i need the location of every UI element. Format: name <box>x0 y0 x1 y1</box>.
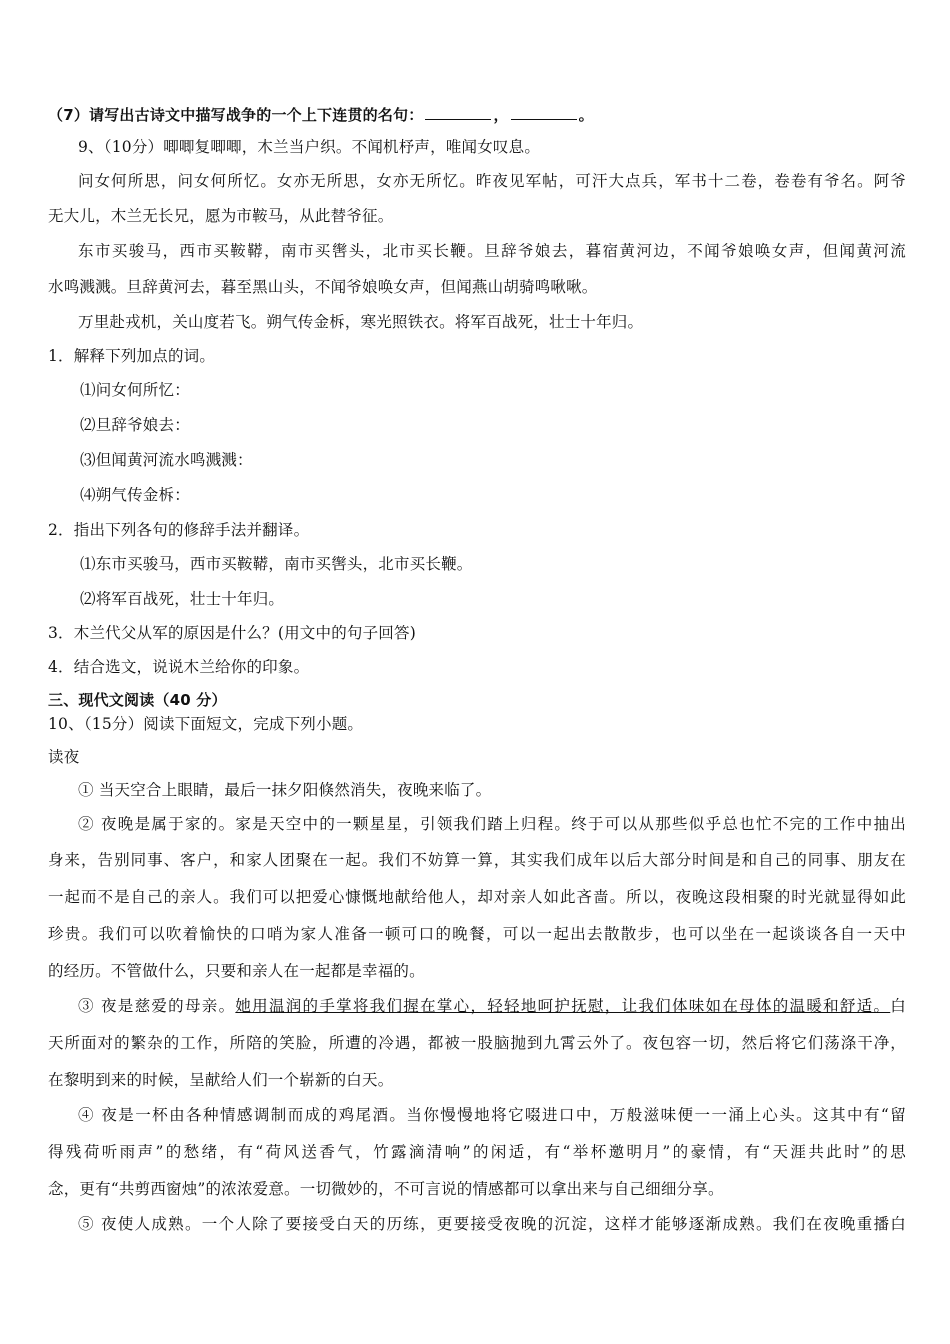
essay-paragraph: ④ 夜是一杯由各种情感调制而成的鸡尾酒。当你慢慢地将它啜进口中，万般滋味便一一涌上心头。这其中有“留 <box>78 1106 906 1124</box>
essay-paragraph: ③ 夜是慈爱的母亲。她用温润的手掌将我们握在掌心，轻轻地呵护抚慰，让我们体味如在母体的温暖和舒适。白 <box>78 997 906 1015</box>
question-10-header: 10、（15分）阅读下面短文，完成下列小题。 <box>48 715 364 733</box>
poem-paragraph: 水鸣溅溅。旦辞黄河去，暮至黑山头，不闻爷娘唤女声，但闻燕山胡骑鸣啾啾。 <box>48 278 598 296</box>
subquestion-1-item: ⑶但闻黄河流水鸣溅溅： <box>80 451 253 469</box>
subquestion-2: 2．指出下列各句的修辞手法并翻译。 <box>48 521 310 539</box>
question-9-header: 9、（10分）唧唧复唧唧，木兰当户织。不闻机杼声，唯闻女叹息。 <box>78 138 541 156</box>
essay-paragraph: 的经历。不管做什么，只要和亲人在一起都是幸福的。 <box>48 962 425 980</box>
essay-paragraph: ⑤ 夜使人成熟。一个人除了要接受白天的历练，更要接受夜晚的沉淀，这样才能够逐渐成熟。我们在夜晚重播白 <box>78 1215 906 1233</box>
essay-paragraph: 念，更有“共剪西窗烛”的浓浓爱意。一切微妙的，不可言说的情感都可以拿出来与自己细细分享。 <box>48 1180 724 1198</box>
essay-paragraph: 在黎明到来的时候，呈献给人们一个崭新的白天。 <box>48 1071 394 1089</box>
essay-title: 读夜 <box>48 748 80 766</box>
poem-paragraph: 问女何所思，问女何所忆。女亦无所思，女亦无所忆。昨夜见军帖，可汗大点兵，军书十二卷，卷卷有爷名。阿爷 <box>78 172 906 190</box>
essay-paragraph: ② 夜晚是属于家的。家是天空中的一颗星星，引领我们踏上归程。终于可以从那些似乎总也忙不完的工作中抽出 <box>78 815 906 833</box>
poem-paragraph: 东市买骏马，西市买鞍鞯，南市买辔头，北市买长鞭。旦辞爷娘去，暮宿黄河边，不闻爷娘唤女声，但闻黄河流 <box>78 242 906 260</box>
essay-paragraph: 珍贵。我们可以吹着愉快的口哨为家人准备一顿可口的晚餐，可以一起出去散散步，也可以坐在一起谈谈各自一天中 <box>48 925 906 943</box>
poem-paragraph: 万里赴戎机，关山度若飞。朔气传金柝，寒光照铁衣。将军百战死，壮士十年归。 <box>78 313 644 331</box>
subquestion-1-item: ⑵旦辞爷娘去： <box>80 416 190 434</box>
essay-paragraph: 得残荷听雨声”的愁绪，有“荷风送香气，竹露滴清响”的闲适，有“举杯邀明月”的豪情，有“天涯共此时”的思 <box>48 1143 906 1161</box>
essay-paragraph: 一起而不是自己的亲人。我们可以把爱心慷慨地献给他人，却对亲人如此吝啬。所以，夜晚这段相聚的时光就显得如此 <box>48 888 906 906</box>
poem-paragraph: 无大儿，木兰无长兄，愿为市鞍马，从此替爷征。 <box>48 207 394 225</box>
subquestion-4: 4．结合选文，说说木兰给你的印象。 <box>48 658 310 676</box>
section-3-title: 三、现代文阅读（40 分） <box>48 691 227 709</box>
essay-paragraph: 身来，告别同事、客户，和家人团聚在一起。我们不妨算一算，其实我们成年以后大部分时间是和自己的同事、朋友在 <box>48 851 906 869</box>
answer-blank-1[interactable] <box>425 104 491 120</box>
subquestion-1: 1．解释下列加点的词。 <box>48 347 216 365</box>
subquestion-1-item: ⑷朔气传金柝： <box>80 486 190 504</box>
question-7-text: （7）请写出古诗文中描写战争的一个上下连贯的名句： <box>48 106 424 124</box>
subquestion-1-item: ⑴问女何所忆： <box>80 381 190 399</box>
subquestion-3: 3．木兰代父从军的原因是什么？(用文中的句子回答) <box>48 624 416 642</box>
essay-paragraph: ① 当天空合上眼睛，最后一抹夕阳倏然消失，夜晚来临了。 <box>78 781 492 799</box>
essay-paragraph: 天所面对的繁杂的工作，所陪的笑脸，所遭的冷遇，都被一股脑抛到九霄云外了。夜包容一切，然后将它们荡涤干净， <box>48 1034 906 1052</box>
subquestion-2-item: ⑵将军百战死，壮士十年归。 <box>80 590 285 608</box>
subquestion-2-item: ⑴东市买骏马，西市买鞍鞯，南市买辔头，北市买长鞭。 <box>80 555 473 573</box>
question-7: （7）请写出古诗文中描写战争的一个上下连贯的名句： ， 。 <box>48 106 594 124</box>
answer-blank-2[interactable] <box>511 104 577 120</box>
underlined-sentence: 她用温润的手掌将我们握在掌心，轻轻地呵护抚慰，让我们体味如在母体的温暖和舒适。 <box>235 997 891 1015</box>
